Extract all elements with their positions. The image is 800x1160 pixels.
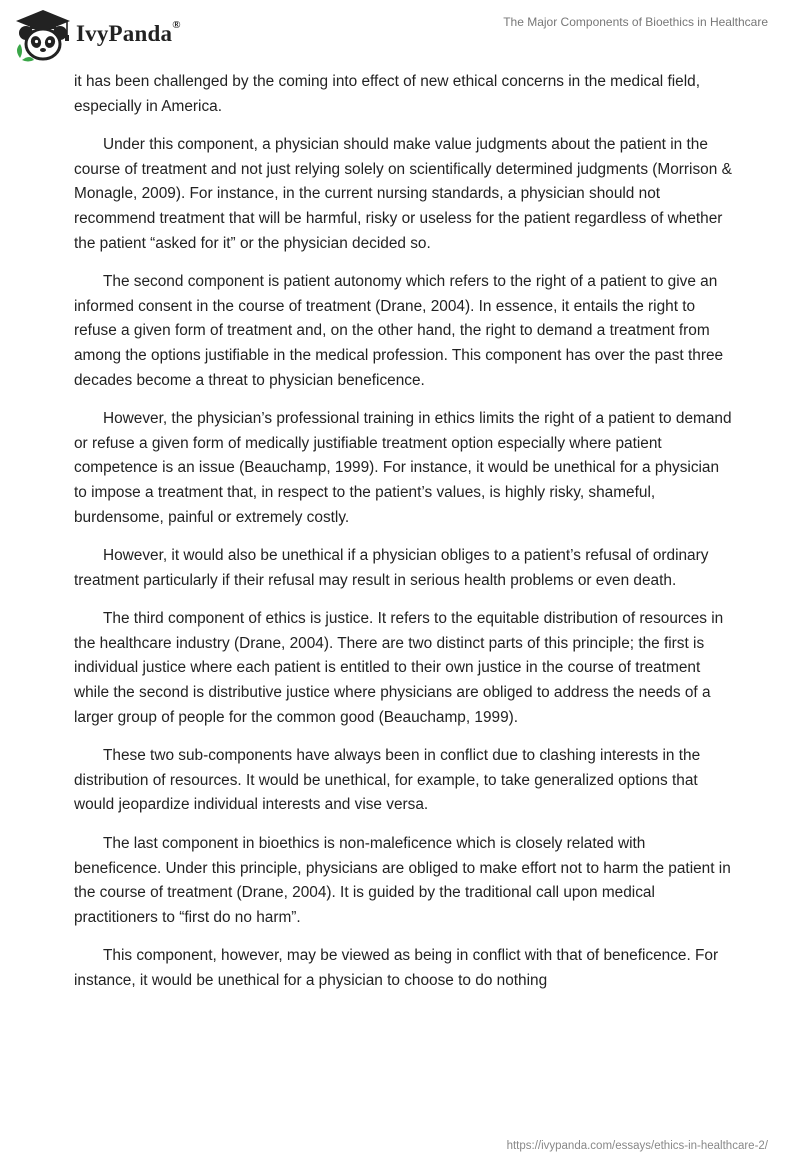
page-header — [0, 0, 800, 70]
panda-logo-icon — [12, 6, 74, 62]
paragraph: However, it would also be unethical if a physician obliges to a patient’s refusal of ordinary treatment particularly if their refusal may result in serious health problems or even death. — [74, 547, 709, 589]
paragraph: However, the physician’s professional training in ethics limits the right of a patient to demand or refuse a given form of medically justifiable treatment option especially where patient competence is an issue (Beauchamp, 1999). For instance, it would be unethical for a physician to impose a treatment that, in respect to the patient’s values, is highly risky, shameful, burdensome, painful or extremely costly. — [74, 410, 732, 526]
paragraph: The third component of ethics is justice. It refers to the equitable distribution of resources in the healthcare industry (Drane, 2004). There are two distinct parts of this principle; the first is individual justice where each patient is entitled to their own justice in the course of treatment while the second is distributive justice where physicians are obliged to address the needs of a larger group of people for the common good (Beauchamp, 1999). — [74, 610, 724, 726]
source-url[interactable]: https://ivypanda.com/essays/ethics-in-healthcare-2/ — [506, 1140, 768, 1152]
document-title: The Major Components of Bioethics in Healthcare — [503, 15, 768, 29]
paragraph: The second component is patient autonomy which refers to the right of a patient to give an informed consent in the course of treatment (Drane, 2004). In essence, it entails the right to refuse a given form of treatment and, on the other hand, the right to demand a treatment from among the options justifiable in the medical profession. This component has over the past three decades become a threat to physician beneficence. — [74, 273, 724, 389]
paragraph: This component, however, may be viewed as being in conflict with that of beneficence. For instance, it would be unethical for a physician to choose to do nothing — [74, 947, 719, 989]
essay-body — [74, 70, 734, 1008]
paragraph: it has been challenged by the coming into effect of new ethical concerns in the medical field, especially in America. — [74, 73, 700, 115]
ivypanda-logo[interactable] — [12, 6, 181, 62]
paragraph: These two sub-components have always been in conflict due to clashing interests in the distribution of resources. It would be unethical, for example, to take generalized options that would jeopardize individual interests and vise versa. — [74, 747, 701, 814]
paragraph: Under this component, a physician should make value judgments about the patient in the course of treatment and not just relying solely on scientifically determined judgments (Morrison & Monagle, 2009). For instance, in the current nursing standards, a physician should not recommend treatment that will be harmful, risky or useless for the patient regardless of whether the patient “asked for it” or the physician decided so. — [74, 136, 732, 252]
brand-name: IvyPanda® — [76, 19, 181, 46]
paragraph: The last component in bioethics is non-maleficence which is closely related with beneficence. Under this principle, physicians are obliged to make effort not to harm the patient in the course of treatment (Drane, 2004). It is guided by the traditional call upon medical practitioners to “first do no harm”. — [74, 835, 731, 926]
